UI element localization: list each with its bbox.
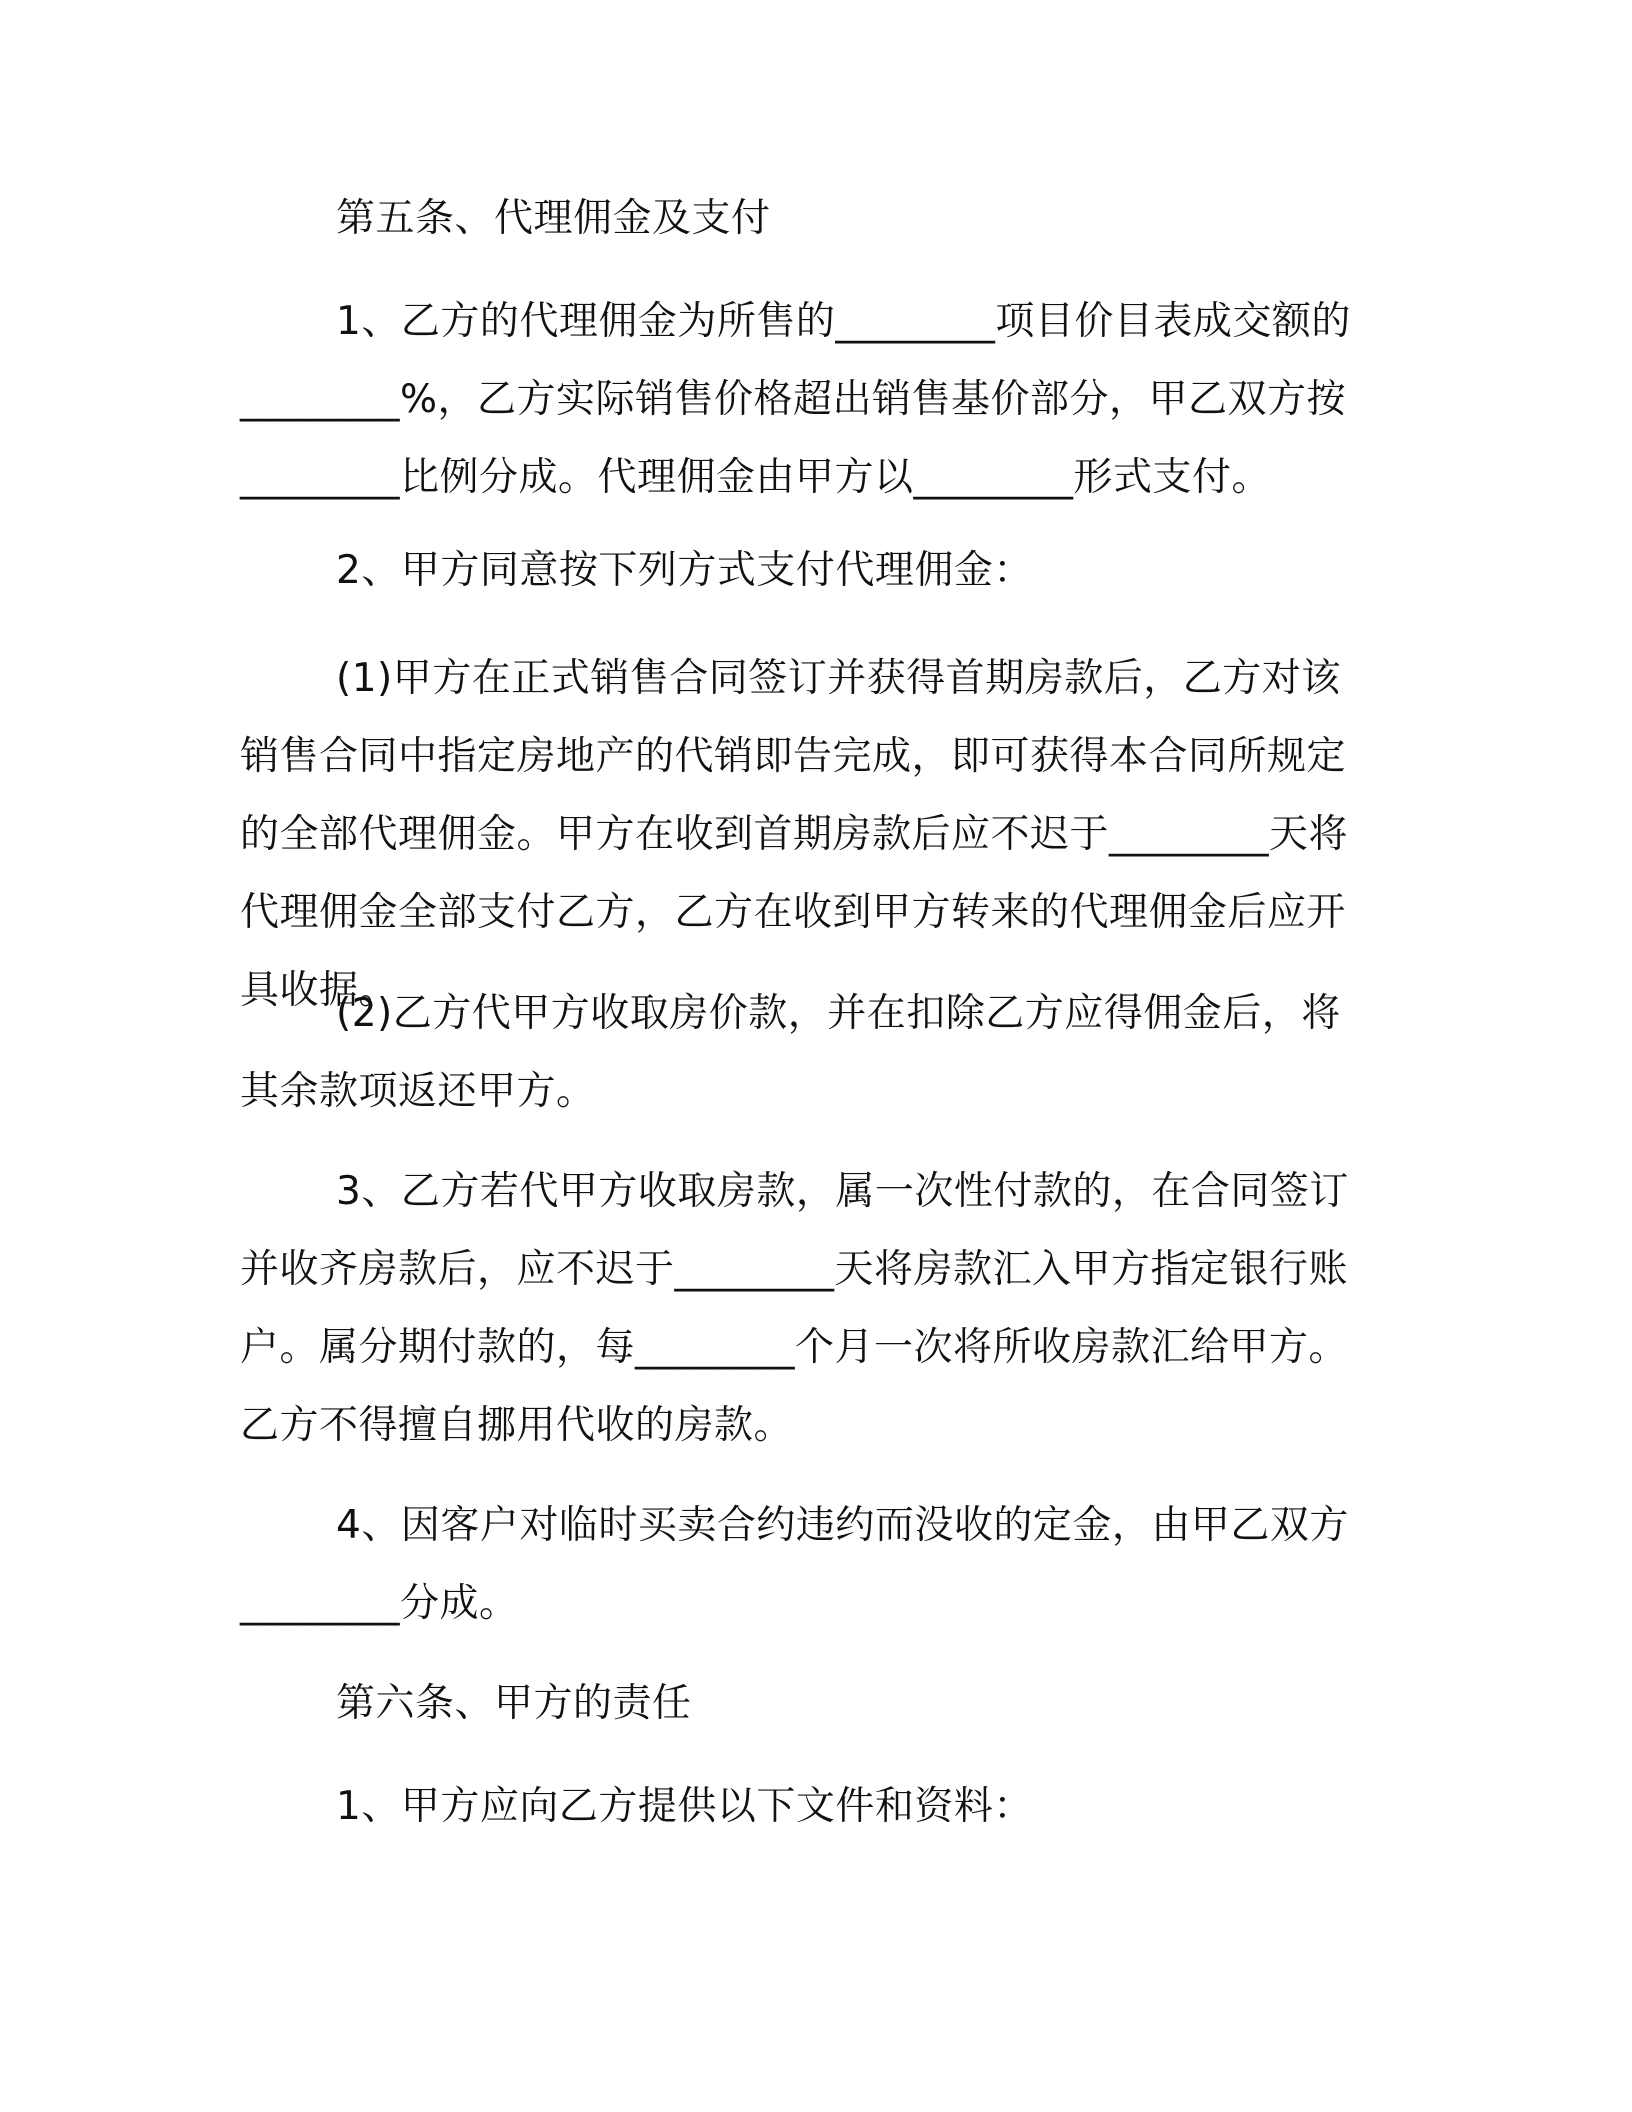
section-5-clause-1-block: [240, 283, 1380, 517]
section-6-clause-1-block: [240, 1768, 1380, 1846]
section-5-heading-block: [240, 180, 1380, 258]
section-5-clause-3: 3、乙方若代甲方收取房款，属一次性付款的，在合同签订并收齐房款后，应不迟于________天将房款汇入甲方指定银行账户。属分期付款的，每________个月一次将所收房款汇给甲方。乙方不得擅自挪用代收的房款。: [240, 1169, 1349, 1448]
section-5-clause-2: 2、甲方同意按下列方式支付代理佣金：: [336, 548, 1033, 593]
section-5-clause-2-item-1: (1)甲方在正式销售合同签订并获得首期房款后，乙方对该销售合同中指定房地产的代销即告完成，即可获得本合同所规定的全部代理佣金。甲方在收到首期房款后应不迟于________天将代理佣金全部支付乙方，乙方在收到甲方转来的代理佣金后应开具收据。: [240, 656, 1349, 1013]
section-6-heading-block: [240, 1665, 1380, 1743]
section-6-clause-1: 1、甲方应向乙方提供以下文件和资料：: [336, 1784, 1033, 1829]
section-5-clause-4-block: [240, 1487, 1380, 1643]
section-5-clause-4: 4、因客户对临时买卖合约违约而没收的定金，由甲乙双方________分成。: [240, 1503, 1349, 1626]
section-5-clause-2-item-2-block: [240, 975, 1380, 1131]
section-6-heading: 第六条、甲方的责任: [336, 1681, 692, 1726]
section-5-clause-3-block: [240, 1153, 1380, 1465]
section-5-clause-2-item-2: (2)乙方代甲方收取房价款，并在扣除乙方应得佣金后，将其余款项返还甲方。: [240, 991, 1341, 1114]
section-5-clause-1: 1、乙方的代理佣金为所售的________项目价目表成交额的________%，乙方实际销售价格超出销售基价部分，甲乙双方按________比例分成。代理佣金由甲方以________形式支付。: [240, 299, 1351, 500]
section-5-clause-2-item-1-block: [240, 640, 1380, 1030]
section-5-heading: 第五条、代理佣金及支付: [336, 196, 771, 241]
section-5-clause-2-block: [240, 532, 1380, 610]
